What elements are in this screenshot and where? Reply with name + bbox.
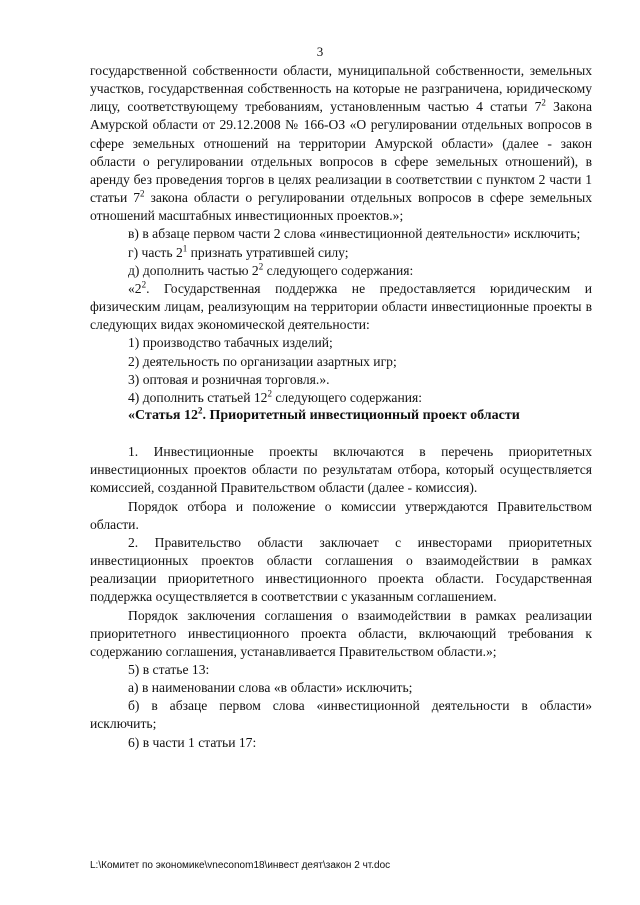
article-heading: «Статья $12^2$. Приоритетный инвестиционный проект области [128,405,520,423]
page-number: 3 [316,44,324,59]
file-path-footer: L:\Комитет по экономике\vneconom18\инвест деят\закон 2 чт.doc [90,860,391,871]
paragraph: «$2^2$. Государственная поддержка не предоставляется юридическим и физическим лицам, реализующим на территории области инвестиционные проекты в следующих видах экономической деятельности: [90,279,592,333]
paragraph: а) в наименовании слова «в области» исключить; [128,680,413,696]
list-item: 1) производство табачных изделий; [128,335,333,351]
paragraph: 6) в части 1 статьи 17: [128,734,257,750]
paragraph: 4) дополнить статьей $12^2$ следующего содержания: [128,388,423,405]
paragraph: Порядок заключения соглашения о взаимодействии в рамках реализации приоритетного инвестиционного проекта области, включающий требования к содержанию соглашения, устанавливается Правительством области.»; [90,607,592,659]
document-body [90,62,592,752]
paragraph: 5) в статье 13: [128,662,210,677]
paragraph: б) в абзаце первом слова «инвестиционной деятельности в области» исключить; [90,698,592,732]
paragraph: государственной собственности области, муниципальной собственности, земельных участков, государственная собственность на которые не разграничена, юридическому лицу, соответствующему требованиям, установленным частью 4 статьи $7^2$ Закона Амурской области от 29.12.2008 № 166-ОЗ «О регулировании отдельных вопросов в сфере земельных отношений на территории Амурской области» (далее - закон области о регулировании отдельных вопросов в сфере земельных отношений), в аренду без проведения торгов в целях реализации в соответствии с пунктом 2 части 1 статьи $7^2$ закона области о регулировании отдельных вопросов в сфере земельных отношений масштабных инвестиционных проектов.»; [90,63,593,224]
list-item: 3) оптовая и розничная торговля.». [128,371,330,387]
paragraph: 2. Правительство области заключает с инвесторами приоритетных инвестиционных проектов области соглашения о взаимодействии в рамках реализации приоритетного инвестиционного проекта области. Государственная поддержка осуществляется в соответствии с указанным соглашением. [90,534,592,605]
paragraph: в) в абзаце первом части 2 слова «инвестиционной деятельности» исключить; [128,226,581,242]
list-item: 2) деятельность по организации азартных игр; [128,353,397,369]
paragraph: г) часть $2^1$ признать утратившей силу; [128,243,349,260]
paragraph: 1. Инвестиционные проекты включаются в перечень приоритетных инвестиционных проектов области по результатам отбора, который осуществляется комиссией, созданной Правительством области (далее - комиссия). [90,444,592,496]
paragraph: Порядок отбора и положение о комиссии утверждаются Правительством области. [90,498,592,532]
paragraph: д) дополнить частью $2^2$ следующего содержания: [128,261,414,278]
